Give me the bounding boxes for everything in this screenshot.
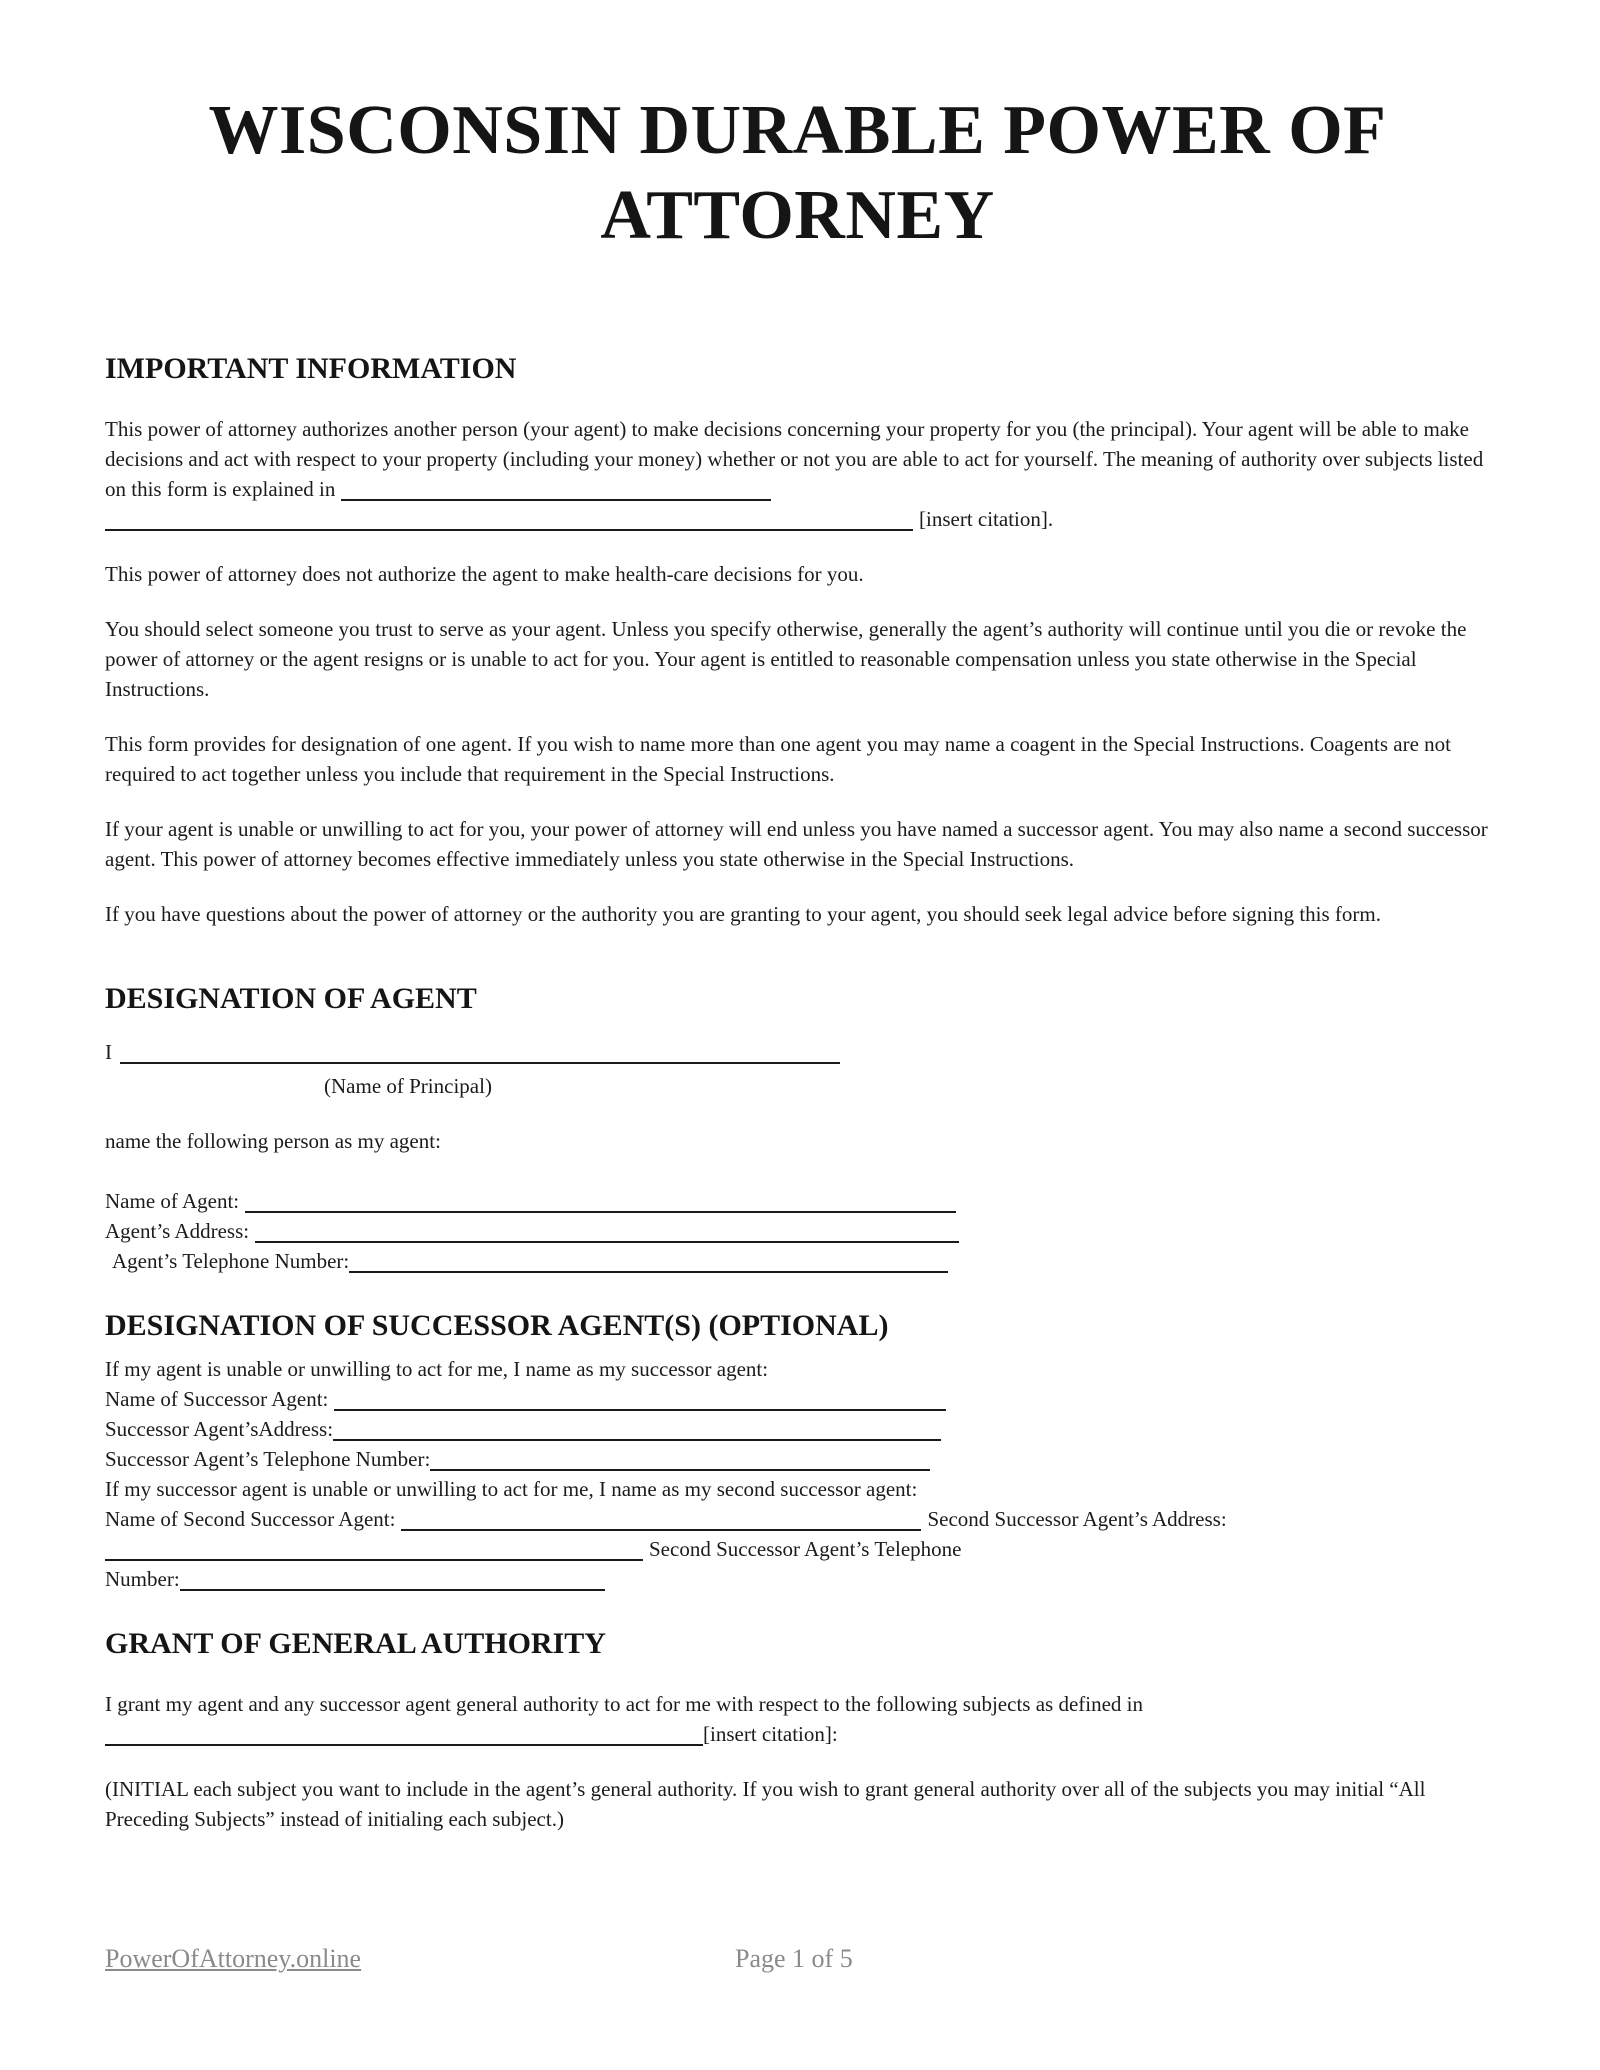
successor-phone-label: Successor Agent’s Telephone Number: <box>105 1446 431 1471</box>
second-successor-phone-label-part-1: Second Successor Agent’s Telephone <box>649 1536 962 1561</box>
insert-citation-label: [insert citation]. <box>919 506 1054 531</box>
successor-intro-line: If my agent is unable or unwilling to act for me, I name as my successor agent: <box>105 1356 769 1381</box>
successor-name-label: Name of Successor Agent: <box>105 1386 329 1411</box>
second-successor-phone-label-part-2: Number: <box>105 1566 180 1591</box>
important-information-heading: IMPORTANT INFORMATION <box>105 351 517 385</box>
important-information-paragraph-1 <box>105 414 1490 534</box>
agent-phone-field[interactable] <box>349 1271 948 1273</box>
grant-insert-citation-label: [insert citation]: <box>703 1721 838 1746</box>
authority-citation-field-line-1[interactable] <box>341 499 771 501</box>
agent-phone-label: Agent’s Telephone Number: <box>112 1248 350 1273</box>
second-successor-address-label: Second Successor Agent’s Address: <box>927 1506 1227 1531</box>
second-successor-agent-name-field[interactable] <box>401 1529 921 1531</box>
authority-citation-field-line-2[interactable] <box>105 529 913 531</box>
important-information-paragraph-3: You should select someone you trust to serve as your agent. Unless you specify otherwise, generally the agent’s authority will continue until you die or revoke the power of attorney or the agent resigns or is unable to act for you. Your agent is entitled to reasonable compensation unless you state otherwise in the Special Instructions. <box>105 616 1467 701</box>
section-designation-of-agent <box>105 979 1490 1276</box>
document-title-line-2: ATTORNEY <box>600 177 995 255</box>
section-grant-of-general-authority <box>105 1624 1490 1834</box>
agent-name-label: Name of Agent: <box>105 1188 240 1213</box>
successor-agent-address-field[interactable] <box>333 1439 941 1441</box>
principal-prefix: I <box>105 1039 112 1064</box>
second-successor-address-line <box>105 1534 1490 1564</box>
important-information-paragraph-2: This power of attorney does not authorize the agent to make health-care decisions for you. <box>105 561 864 586</box>
agent-form-lines <box>105 1186 1490 1276</box>
important-information-paragraph-6: If you have questions about the power of attorney or the authority you are granting to your agent, you should seek legal advice before signing this form. <box>105 901 1381 926</box>
footer-website-link[interactable]: PowerOfAttorney.online <box>105 1944 362 1973</box>
successor-phone-line <box>105 1444 1490 1474</box>
agent-phone-line <box>105 1246 1490 1276</box>
page-indicator: Page 1 of 5 <box>735 1944 853 1973</box>
agent-name-field[interactable] <box>245 1211 956 1213</box>
agent-address-line <box>105 1216 1490 1246</box>
agent-designation-intro: name the following person as my agent: <box>105 1128 441 1153</box>
document-footer <box>105 1942 1490 1976</box>
second-successor-agent-phone-field[interactable] <box>180 1589 605 1591</box>
successor-agent-name-field[interactable] <box>334 1409 946 1411</box>
designation-of-agent-heading: DESIGNATION OF AGENT <box>105 981 477 1015</box>
section-designation-of-successor-agents <box>105 1306 1490 1594</box>
second-successor-intro-line: If my successor agent is unable or unwilling to act for me, I name as my second successor agent: <box>105 1476 918 1501</box>
grant-paragraph-1 <box>105 1689 1490 1749</box>
grant-citation-field[interactable] <box>105 1744 703 1746</box>
principal-name-line <box>105 1035 1490 1069</box>
second-successor-name-line <box>105 1504 1490 1534</box>
document-title <box>105 88 1490 259</box>
successor-address-line <box>105 1414 1490 1444</box>
important-information-paragraph-4: This form provides for designation of one agent. If you wish to name more than one agent you may name a coagent in the Special Instructions. Coagents are not required to act together unless you include that requirement in the Special Instructions. <box>105 731 1451 786</box>
successor-address-label: Successor Agent’sAddress: <box>105 1416 334 1441</box>
important-information-paragraph-5: If your agent is unable or unwilling to act for you, your power of attorney will end unless you have named a successor agent. You may also name a second successor agent. This power of attorney becomes effective immediately unless you state otherwise in the Special Instructions. <box>105 816 1488 871</box>
document-title-line-1: WISCONSIN DURABLE POWER OF <box>208 92 1387 169</box>
section-important-information <box>105 349 1490 929</box>
designation-of-successor-heading: DESIGNATION OF SUCCESSOR AGENT(S) (OPTIONAL) <box>105 1308 889 1342</box>
agent-address-field[interactable] <box>255 1241 959 1243</box>
grant-paragraph-2: (INITIAL each subject you want to include in the agent’s general authority. If you wish to grant general authority over all of the subjects you may initial “All Preceding Subjects” instead of initialing each subject.) <box>105 1776 1426 1831</box>
grant-of-general-authority-heading: GRANT OF GENERAL AUTHORITY <box>105 1626 606 1660</box>
principal-name-caption: (Name of Principal) <box>324 1073 492 1098</box>
agent-address-label: Agent’s Address: <box>105 1218 250 1243</box>
second-successor-phone-line <box>105 1564 1490 1594</box>
successor-name-line <box>105 1384 1490 1414</box>
agent-name-line <box>105 1186 1490 1216</box>
second-successor-agent-address-field[interactable] <box>105 1559 643 1561</box>
grant-paragraph-1-text: I grant my agent and any successor agent general authority to act for me with respect to the following subjects as defined in <box>105 1691 1144 1716</box>
second-successor-name-label: Name of Second Successor Agent: <box>105 1506 396 1531</box>
successor-agent-phone-field[interactable] <box>430 1469 930 1471</box>
paragraph-1-text: This power of attorney authorizes another person (your agent) to make decisions concerning your property for you (the principal). Your agent will be able to make decisions and act with respect to your property (including your money) whether or not you are able to act for yourself. The meaning of authority over subjects listed on this form is explained in <box>105 416 1484 501</box>
principal-name-field[interactable] <box>120 1062 840 1064</box>
successor-form-lines <box>105 1354 1490 1594</box>
